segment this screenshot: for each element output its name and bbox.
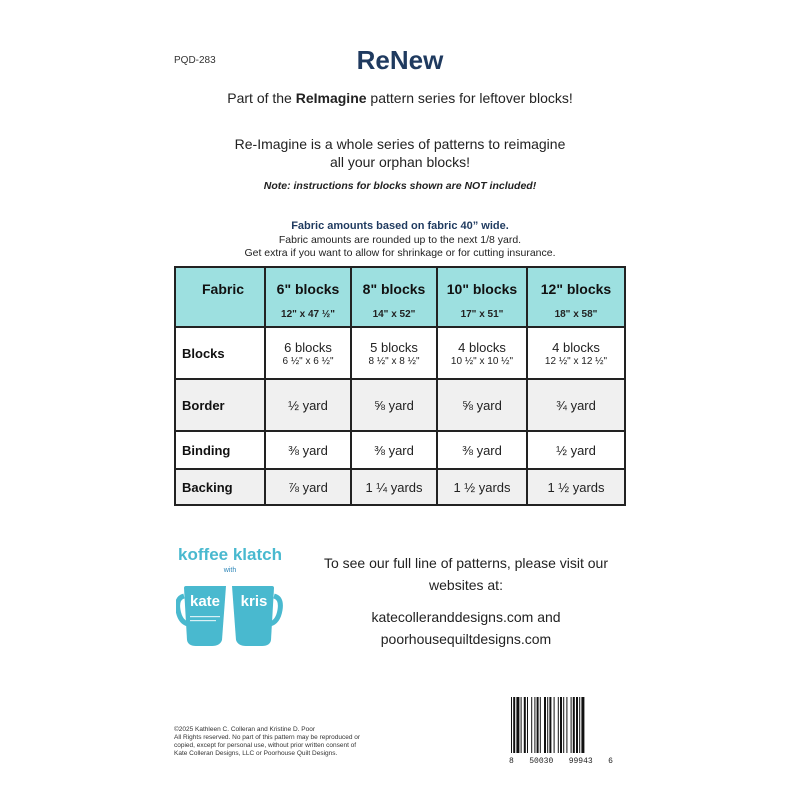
pattern-title: ReNew — [356, 45, 444, 75]
header-fabric: Fabric — [175, 267, 265, 327]
table-cell: 1 ¼ yards — [351, 469, 437, 505]
fabric-table — [174, 266, 626, 506]
row-label: Backing — [175, 469, 265, 505]
website-kate-colleran[interactable]: katecolleranddesigns.com and — [371, 609, 561, 625]
pattern-code: PQD-283 — [174, 55, 216, 66]
table-row-binding — [175, 431, 625, 469]
note-text: Note: instructions for blocks shown are NOT included! — [263, 180, 537, 192]
table-cell: 6 blocks 6 ½" x 6 ½" — [265, 327, 351, 379]
header-6-blocks: 6" blocks 12" x 47 ½" — [265, 267, 351, 327]
row-label: Blocks — [175, 327, 265, 379]
visit-line-2: websites at: — [429, 577, 503, 593]
table-cell: 1 ½ yards — [527, 469, 625, 505]
header-10-blocks: 10" blocks 17" x 51" — [437, 267, 527, 327]
barcode-digits-2: 99943 — [568, 757, 593, 766]
series-name: ReImagine — [295, 90, 367, 106]
table-header-row — [175, 267, 625, 327]
row-label: Binding — [175, 431, 265, 469]
copyright-line-2: All Rights reserved. No part of this pattern may be reproduced or — [174, 734, 361, 741]
copyright-text — [174, 726, 424, 758]
series-line-before: Part of the — [227, 90, 296, 106]
fabric-heading: Fabric amounts based on fabric 40” wide. — [291, 220, 509, 232]
table-cell: 1 ½ yards — [437, 469, 527, 505]
table-row-border — [175, 379, 625, 431]
header-12-blocks: 12" blocks 18" x 58" — [527, 267, 625, 327]
copyright-line-1: ©2025 Kathleen C. Colleran and Kristine D. Poor — [174, 726, 316, 733]
logo-kris: kris — [240, 593, 268, 610]
fabric-note-2: Get extra if you want to allow for shrinkage or for cutting insurance. — [244, 247, 556, 259]
header-8-blocks: 8" blocks 14" x 52" — [351, 267, 437, 327]
intro-line-1: Re-Imagine is a whole series of patterns to reimagine — [234, 136, 566, 152]
barcode-icon — [509, 697, 613, 755]
barcode-digits-1: 50030 — [529, 757, 554, 766]
table-cell: 4 blocks 10 ½" x 10 ½" — [437, 327, 527, 379]
intro-line-2: all your orphan blocks! — [329, 154, 471, 170]
koffee-klatch-logo — [176, 540, 284, 658]
intro-text — [0, 135, 800, 171]
table-row-blocks — [175, 327, 625, 379]
series-line — [0, 90, 800, 106]
logo-with: with — [223, 567, 237, 574]
row-label: Border — [175, 379, 265, 431]
table-cell: ⅝ yard — [351, 379, 437, 431]
series-line-after: pattern series for leftover blocks! — [366, 90, 573, 106]
fabric-note-1: Fabric amounts are rounded up to the next 1/8 yard. — [278, 234, 522, 246]
fabric-notes — [0, 234, 800, 260]
logo-amp: & — [225, 596, 233, 606]
visit-line-1: To see our full line of patterns, please visit our — [323, 555, 609, 571]
table-cell: 4 blocks 12 ½" x 12 ½" — [527, 327, 625, 379]
table-cell: ⅝ yard — [437, 379, 527, 431]
table-cell: ⅜ yard — [265, 431, 351, 469]
table-cell: ⅞ yard — [265, 469, 351, 505]
table-cell: ½ yard — [527, 431, 625, 469]
visit-text — [306, 552, 626, 596]
table-row-backing — [175, 469, 625, 505]
copyright-line-3: copied, except for personal use, without prior written consent of — [174, 742, 357, 749]
logo-title: koffee klatch — [178, 545, 282, 564]
barcode-digit-left: 8 — [509, 757, 514, 766]
website-poorhouse[interactable]: poorhousequiltdesigns.com — [380, 631, 552, 647]
table-cell: ¾ yard — [527, 379, 625, 431]
barcode-digit-right: 6 — [608, 757, 613, 766]
logo-kate: kate — [189, 593, 221, 610]
copyright-line-4: Kate Colleran Designs, LLC or Poorhouse Quilt Designs. — [174, 750, 338, 757]
table-cell: ⅜ yard — [437, 431, 527, 469]
table-cell: 5 blocks 8 ½" x 8 ½" — [351, 327, 437, 379]
table-cell: ⅜ yard — [351, 431, 437, 469]
barcode-number — [509, 757, 613, 766]
table-cell: ½ yard — [265, 379, 351, 431]
